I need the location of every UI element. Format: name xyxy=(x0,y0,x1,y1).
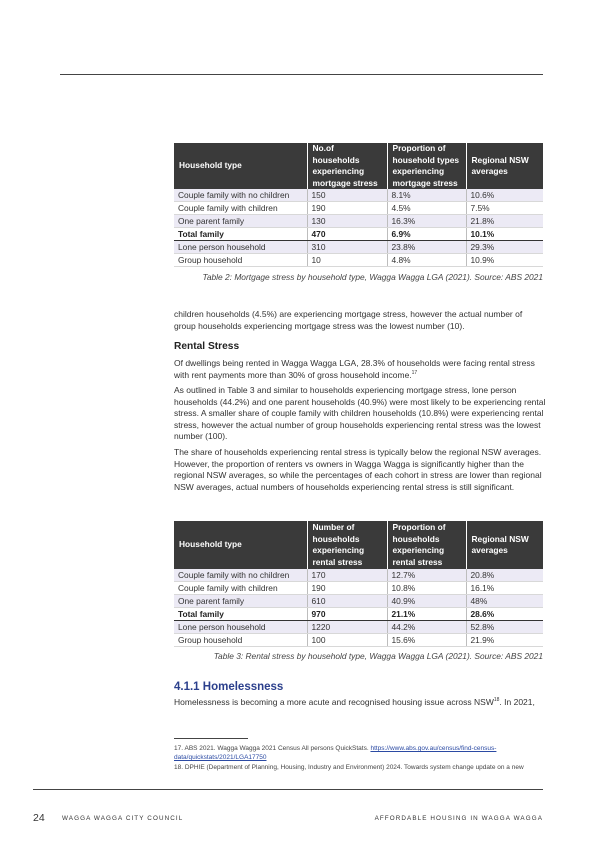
table-cell: 470 xyxy=(307,228,387,241)
paragraph-text: . In 2021, xyxy=(499,697,535,707)
table-row xyxy=(174,569,543,582)
table-cell: 12.7% xyxy=(387,569,466,582)
table-cell: 44.2% xyxy=(387,621,466,634)
page-number: 24 xyxy=(33,812,45,824)
table-cell: Lone person household xyxy=(174,241,307,254)
table-cell: 4.8% xyxy=(387,254,466,267)
table-row xyxy=(174,189,543,202)
table-row xyxy=(174,634,543,647)
table-cell: 970 xyxy=(307,608,387,621)
rental-stress-table xyxy=(174,521,543,647)
table-cell: 310 xyxy=(307,241,387,254)
table-cell: One parent family xyxy=(174,595,307,608)
table-cell: 21.1% xyxy=(387,608,466,621)
column-header: Number of households experiencing rental stress xyxy=(307,521,387,569)
footnote-link[interactable]: https://www.abs.gov.au/census/find-census-data/quickstats/2021/LGA17750 xyxy=(174,745,497,761)
table-cell: 10.6% xyxy=(466,189,543,202)
table-row xyxy=(174,241,543,254)
footer-organisation: WAGGA WAGGA CITY COUNCIL xyxy=(62,815,184,822)
table-cell: Total family xyxy=(174,228,307,241)
table-cell: 21.9% xyxy=(466,634,543,647)
body-paragraph: The share of households experiencing rental stress is typically below the regional NSW averages. However, the proportion of renters vs owners in Wagga Wagga is significantly higher than the regional NSW averages, so while the percentages of each cohort in stress are lower than regional NSW averages, actual numbers of households experiencing rental stress is still significant. xyxy=(174,447,542,492)
table-cell: 16.1% xyxy=(466,582,543,595)
table-cell: 130 xyxy=(307,215,387,228)
table-header-row xyxy=(174,521,543,569)
table-total-row xyxy=(174,608,543,621)
footer-divider xyxy=(33,789,543,790)
table-header-row xyxy=(174,143,543,189)
column-header: Household type xyxy=(174,521,307,569)
table-cell: Total family xyxy=(174,608,307,621)
column-header: Proportion of households experiencing rental stress xyxy=(387,521,466,569)
table-row xyxy=(174,621,543,634)
table-cell: 1220 xyxy=(307,621,387,634)
table-cell: 190 xyxy=(307,582,387,595)
table-row xyxy=(174,582,543,595)
column-header: Proportion of household types experiencing mortgage stress xyxy=(387,143,466,189)
column-header: Regional NSW averages xyxy=(466,521,543,569)
table-cell: One parent family xyxy=(174,215,307,228)
paragraph-text: Homelessness is becoming a more acute and recognised housing issue across NSW xyxy=(174,697,494,707)
table-cell: 10 xyxy=(307,254,387,267)
table-cell: 150 xyxy=(307,189,387,202)
table-cell: 29.3% xyxy=(466,241,543,254)
table-cell: 28.6% xyxy=(466,608,543,621)
footnote xyxy=(174,744,546,762)
table-cell: 8.1% xyxy=(387,189,466,202)
table-total-row xyxy=(174,228,543,241)
footnote-divider xyxy=(174,738,248,739)
table-cell: 4.5% xyxy=(387,202,466,215)
table-cell: 190 xyxy=(307,202,387,215)
column-header: Regional NSW averages xyxy=(466,143,543,189)
mortgage-stress-table xyxy=(174,143,543,267)
table-cell: 48% xyxy=(466,595,543,608)
table-row xyxy=(174,215,543,228)
table-row xyxy=(174,202,543,215)
column-header: No.of households experiencing mortgage stress xyxy=(307,143,387,189)
body-paragraph: As outlined in Table 3 and similar to households experiencing mortgage stress, lone person households (44.2%) and one parent households (40.9%) were most likely to be experiencing rental stress. A smaller share of couple family with children households (10.8%) were experiencing rental stress, however the actual number of group households experiencing rental stress was the lowest number (100). xyxy=(174,385,546,442)
table-cell: 10.1% xyxy=(466,228,543,241)
table-cell: Lone person household xyxy=(174,621,307,634)
table-cell: 7.5% xyxy=(466,202,543,215)
section-heading: 4.1.1 Homelessness xyxy=(174,681,284,693)
table-cell: 6.9% xyxy=(387,228,466,241)
table-cell: 170 xyxy=(307,569,387,582)
table-cell: Group household xyxy=(174,254,307,267)
footnote-ref: 18 xyxy=(493,697,500,704)
table-caption: Table 2: Mortgage stress by household type, Wagga Wagga LGA (2021). Source: ABS 2021 xyxy=(202,272,543,282)
table-cell: 610 xyxy=(307,595,387,608)
footnote-text: 17. ABS 2021. Wagga Wagga 2021 Census All persons QuickStats. xyxy=(174,745,369,752)
section-heading: Rental Stress xyxy=(174,341,240,352)
table-cell: 16.3% xyxy=(387,215,466,228)
table-cell: Couple family with children xyxy=(174,202,307,215)
footnote-ref: 17 xyxy=(411,369,418,376)
body-paragraph xyxy=(174,697,546,709)
table-cell: 10.8% xyxy=(387,582,466,595)
table-cell: 23.8% xyxy=(387,241,466,254)
table-cell: 20.8% xyxy=(466,569,543,582)
table-cell: 15.6% xyxy=(387,634,466,647)
table-cell: 10.9% xyxy=(466,254,543,267)
table-cell: 100 xyxy=(307,634,387,647)
table-cell: Couple family with no children xyxy=(174,189,307,202)
table-cell: 21.8% xyxy=(466,215,543,228)
top-divider xyxy=(60,74,543,75)
table-row xyxy=(174,254,543,267)
table-cell: Group household xyxy=(174,634,307,647)
footnote: 18. DPHIE (Department of Planning, Housing, Industry and Environment) 2024. Towards system change update on a new xyxy=(174,764,524,771)
table-row xyxy=(174,595,543,608)
paragraph-text: Of dwellings being rented in Wagga Wagga LGA, 28.3% of households were facing rental stress with rent payments more than 30% of gross household income. xyxy=(174,358,535,380)
footer-document-title: AFFORDABLE HOUSING IN WAGGA WAGGA xyxy=(374,815,543,822)
table-cell: Couple family with children xyxy=(174,582,307,595)
table-cell: Couple family with no children xyxy=(174,569,307,582)
column-header: Household type xyxy=(174,143,307,189)
body-paragraph: children households (4.5%) are experiencing mortgage stress, however the actual number of group households experiencing mortgage stress was the lowest number (10). xyxy=(174,309,523,331)
table-caption: Table 3: Rental stress by household type, Wagga Wagga LGA (2021). Source: ABS 2021 xyxy=(213,651,543,661)
table-cell: 40.9% xyxy=(387,595,466,608)
body-paragraph xyxy=(174,358,546,381)
table-cell: 52.8% xyxy=(466,621,543,634)
